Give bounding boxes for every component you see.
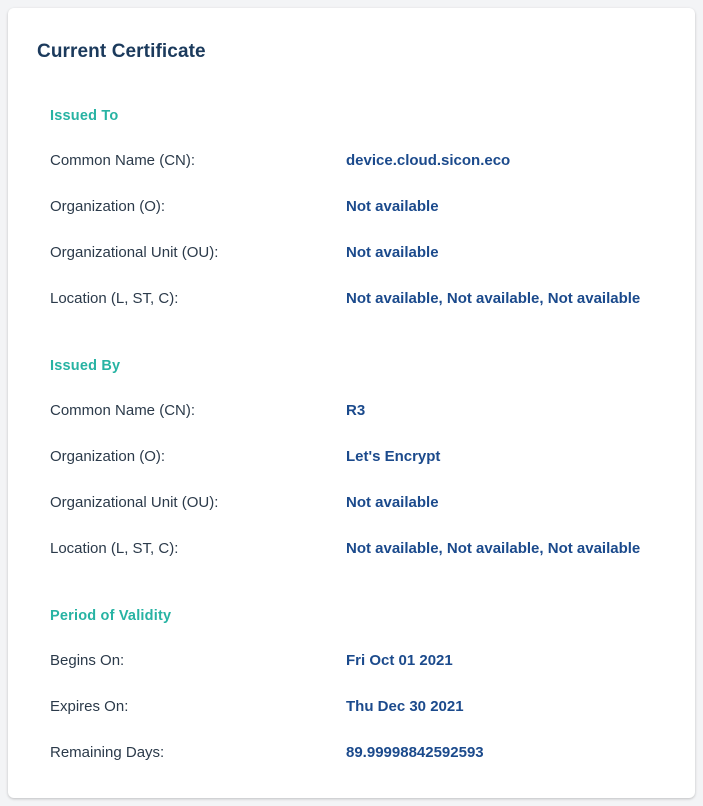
- detail-label: Common Name (CN):: [50, 402, 196, 419]
- detail-label: Common Name (CN):: [50, 152, 196, 169]
- detail-label: Organizational Unit (OU):: [50, 244, 219, 261]
- detail-row: [50, 540, 690, 586]
- detail-row: [50, 698, 690, 744]
- detail-row: [50, 448, 690, 494]
- detail-value: Not available: [346, 244, 439, 261]
- section-heading-issued-by: Issued By: [50, 358, 121, 374]
- detail-label: Organization (O):: [50, 448, 166, 465]
- detail-value: Not available, Not available, Not available: [346, 290, 641, 307]
- detail-row: [50, 198, 690, 244]
- detail-label: Organization (O):: [50, 198, 166, 215]
- section-rows-issued-by: [50, 402, 690, 586]
- detail-row: [50, 152, 690, 198]
- section-heading-period-of-validity: Period of Validity: [50, 608, 172, 624]
- detail-label: Begins On:: [50, 652, 125, 669]
- detail-row: [50, 244, 690, 290]
- current-certificate-card: [8, 8, 695, 798]
- detail-label: Expires On:: [50, 698, 129, 715]
- section-heading-issued-to: Issued To: [50, 108, 119, 124]
- detail-value: 89.99998842592593: [346, 744, 484, 761]
- detail-value: Not available, Not available, Not available: [346, 540, 641, 557]
- detail-row: [50, 652, 690, 698]
- detail-row: [50, 494, 690, 540]
- detail-value: Not available: [346, 494, 439, 511]
- detail-label: Location (L, ST, C):: [50, 540, 179, 557]
- section-period-of-validity: [50, 608, 690, 790]
- detail-label: Remaining Days:: [50, 744, 165, 761]
- section-issued-by: [50, 358, 690, 586]
- detail-row: [50, 402, 690, 448]
- section-rows-period-of-validity: [50, 652, 690, 790]
- detail-row: [50, 744, 690, 790]
- section-issued-to: [50, 108, 690, 336]
- section-rows-issued-to: [50, 152, 690, 336]
- detail-value: Let's Encrypt: [346, 448, 441, 465]
- detail-label: Organizational Unit (OU):: [50, 494, 219, 511]
- detail-value: device.cloud.sicon.eco: [346, 152, 511, 169]
- detail-value: Thu Dec 30 2021: [346, 698, 464, 715]
- detail-value: R3: [346, 402, 366, 419]
- detail-value: Fri Oct 01 2021: [346, 652, 453, 669]
- detail-row: [50, 290, 690, 336]
- page-title: Current Certificate: [37, 41, 206, 62]
- detail-label: Location (L, ST, C):: [50, 290, 179, 307]
- detail-value: Not available: [346, 198, 439, 215]
